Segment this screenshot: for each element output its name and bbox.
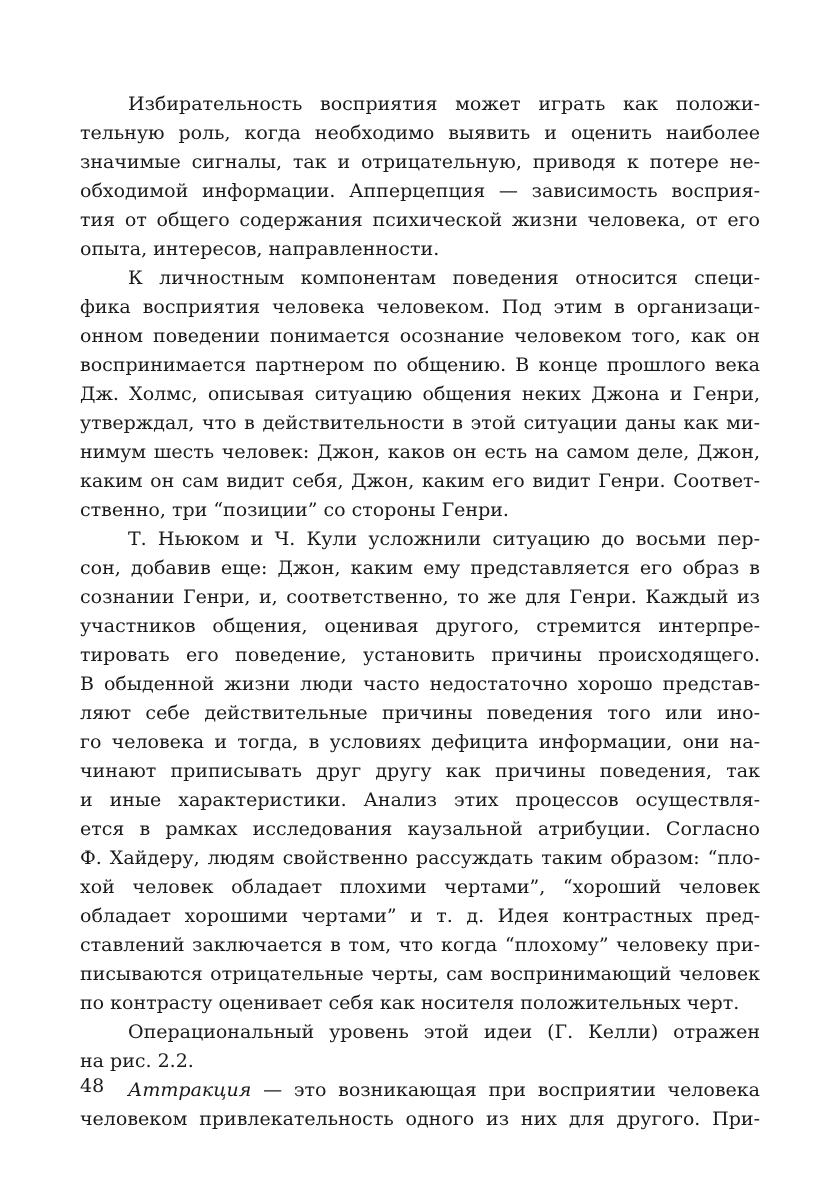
page-number: 48 [80, 1075, 105, 1097]
text-line: Дж. Холмс, описывая ситуацию общения неких Джона и Генри, [80, 383, 760, 405]
text-line: Ф. Хайдеру, людям свойственно рассуждать таким образом: “пло- [80, 847, 760, 869]
text-line: сон, добавив еще: Джон, каким ему представляется его образ в [80, 557, 760, 579]
text-line: каким он сам видит себя, Джон, каким его видит Генри. Соответ- [80, 470, 760, 492]
text-line: В обыденной жизни люди часто недостаточно хорошо представ- [80, 673, 760, 695]
text-line: К личностным компонентам поведения относится специ- [128, 267, 760, 289]
text-line: воспринимается партнером по общению. В конце прошлого века [80, 354, 760, 376]
text-line-final: человеком привлекательность одного из них для другого. При- [80, 1108, 760, 1130]
text-line: фика восприятия человека человеком. Под этим в организаци- [80, 296, 760, 318]
text-line: по контрасту оценивает себя как носителя положительных черт. [80, 992, 740, 1014]
text-line: писываются отрицательные черты, сам воспринимающий человек [80, 963, 760, 985]
text-line: ляют себе действительные причины поведения того или ино- [80, 702, 760, 724]
text-line: утверждал, что в действительности в этой ситуации даны как ми- [80, 412, 760, 434]
attraction-definition: — это возникающая при восприятии человека [251, 1079, 760, 1101]
text-line: значимые сигналы, так и отрицательную, приводя к потере не- [80, 151, 760, 173]
text-line: ется в рамках исследования каузальной атрибуции. Согласно [80, 818, 760, 840]
text-line: Избирательность восприятия может играть как положи- [128, 93, 760, 115]
text-line: обладает хорошими чертами” и т. д. Идея контрастных пред- [80, 905, 760, 927]
text-line: ственно, три “позиции” со стороны Генри. [80, 499, 509, 521]
text-line: Операциональный уровень этой идеи (Г. Келли) отражен [128, 1021, 760, 1043]
text-line: онном поведении понимается осознание человеком того, как он [80, 325, 760, 347]
text-line-attraction [80, 1076, 760, 1105]
text-line: и иные характеристики. Анализ этих процессов осуществля- [80, 789, 760, 811]
text-line: опыта, интересов, направленности. [80, 238, 440, 260]
text-line: тия от общего содержания психической жизни человека, от его [80, 209, 760, 231]
text-line: Т. Ньюком и Ч. Кули усложнили ситуацию до восьми пер- [128, 528, 760, 550]
text-line: участников общения, оценивая другого, стремится интерпре- [80, 615, 760, 637]
term-attraction: Аттракция [128, 1079, 252, 1101]
text-line: го человека и тогда, в условиях дефицита информации, они на- [80, 731, 760, 753]
text-line: тельную роль, когда необходимо выявить и оценить наиболее [80, 122, 760, 144]
text-line: обходимой информации. Апперцепция — зависимость восприя- [80, 180, 760, 202]
text-line: чинают приписывать друг другу как причины поведения, так [80, 760, 760, 782]
text-line: ставлений заключается в том, что когда “плохому” человеку при- [80, 934, 760, 956]
text-line: сознании Генри, и, соответственно, то же для Генри. Каждый из [80, 586, 760, 608]
text-line: на рис. 2.2. [80, 1050, 194, 1072]
text-line: тировать его поведение, установить причины происходящего. [80, 644, 760, 666]
text-line: хой человек обладает плохими чертами”, “хороший человек [80, 876, 760, 898]
body-text [80, 90, 760, 1134]
text-line: нимум шесть человек: Джон, каков он есть на самом деле, Джон, [80, 441, 760, 463]
